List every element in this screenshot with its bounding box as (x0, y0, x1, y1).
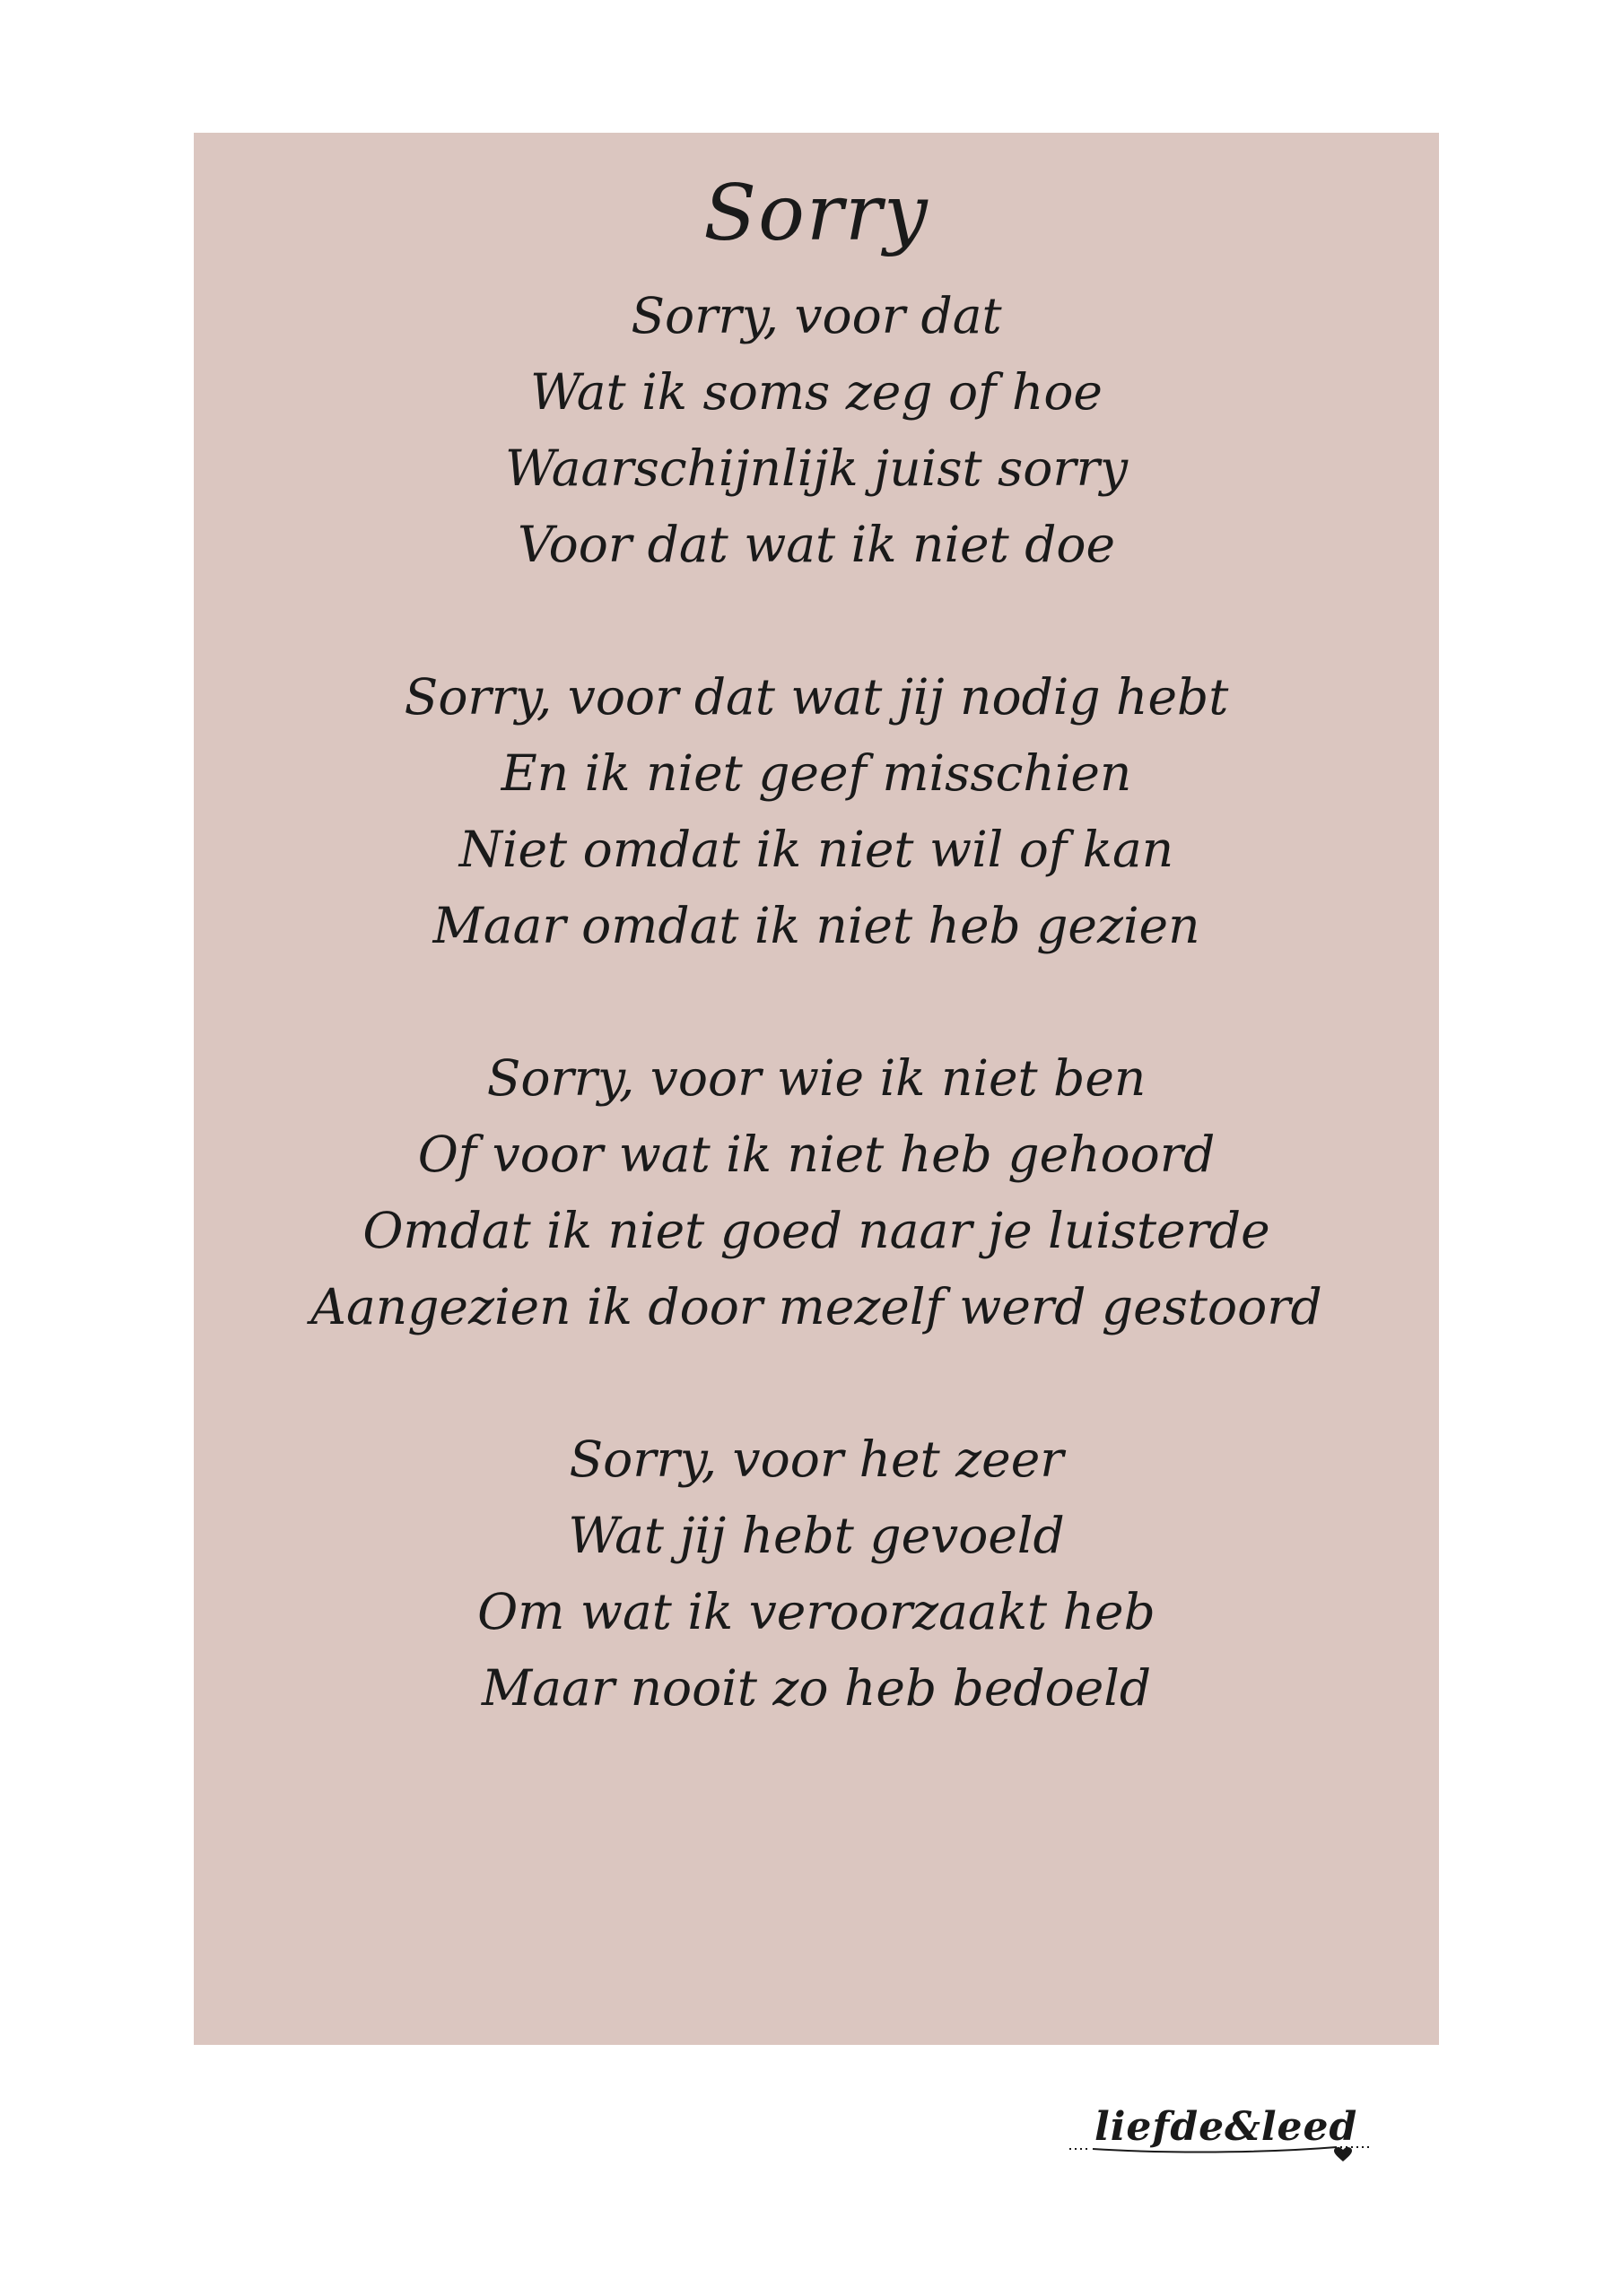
poem-line: Voor dat wat ik niet doe (517, 516, 1116, 573)
poem-line: Sorry, voor dat wat jij nodig hebt (404, 668, 1229, 726)
poem-line: Maar omdat ik niet heb gezien (432, 897, 1200, 954)
poem-card (194, 133, 1439, 2045)
poem-line: Omdat ik niet goed naar je luisterde (362, 1202, 1270, 1259)
poem-line: Aangezien ik door mezelf werd gestoord (310, 1278, 1322, 1335)
poem-body (194, 278, 1439, 1803)
poem-title: Sorry (703, 169, 929, 258)
stanza-4 (194, 1422, 1439, 1726)
stanza-1 (194, 278, 1439, 583)
poem-line: Waarschijnlijk juist sorry (504, 439, 1129, 497)
poem-line: Niet omdat ik niet wil of kan (458, 821, 1174, 878)
poem-line: Sorry, voor het zeer (569, 1431, 1064, 1488)
poem-line: Sorry, voor wie ik niet ben (486, 1049, 1147, 1107)
stanza-3 (194, 1040, 1439, 1345)
logo-text: liefde&leed (1094, 2104, 1358, 2150)
poem-line: Sorry, voor dat (631, 287, 1002, 344)
brand-logo (1068, 2099, 1373, 2179)
stanza-2 (194, 659, 1439, 964)
poem-line: Maar nooit zo heb bedoeld (481, 1659, 1152, 1717)
poem-line: Of voor wat ik niet heb gehoord (417, 1126, 1216, 1183)
poem-line: Wat ik soms zeg of hoe (530, 363, 1103, 421)
poem-line: En ik niet geef misschien (501, 744, 1132, 802)
poem-line: Om wat ik veroorzaakt heb (477, 1583, 1155, 1640)
poem-line: Wat jij hebt gevoeld (568, 1507, 1065, 1564)
